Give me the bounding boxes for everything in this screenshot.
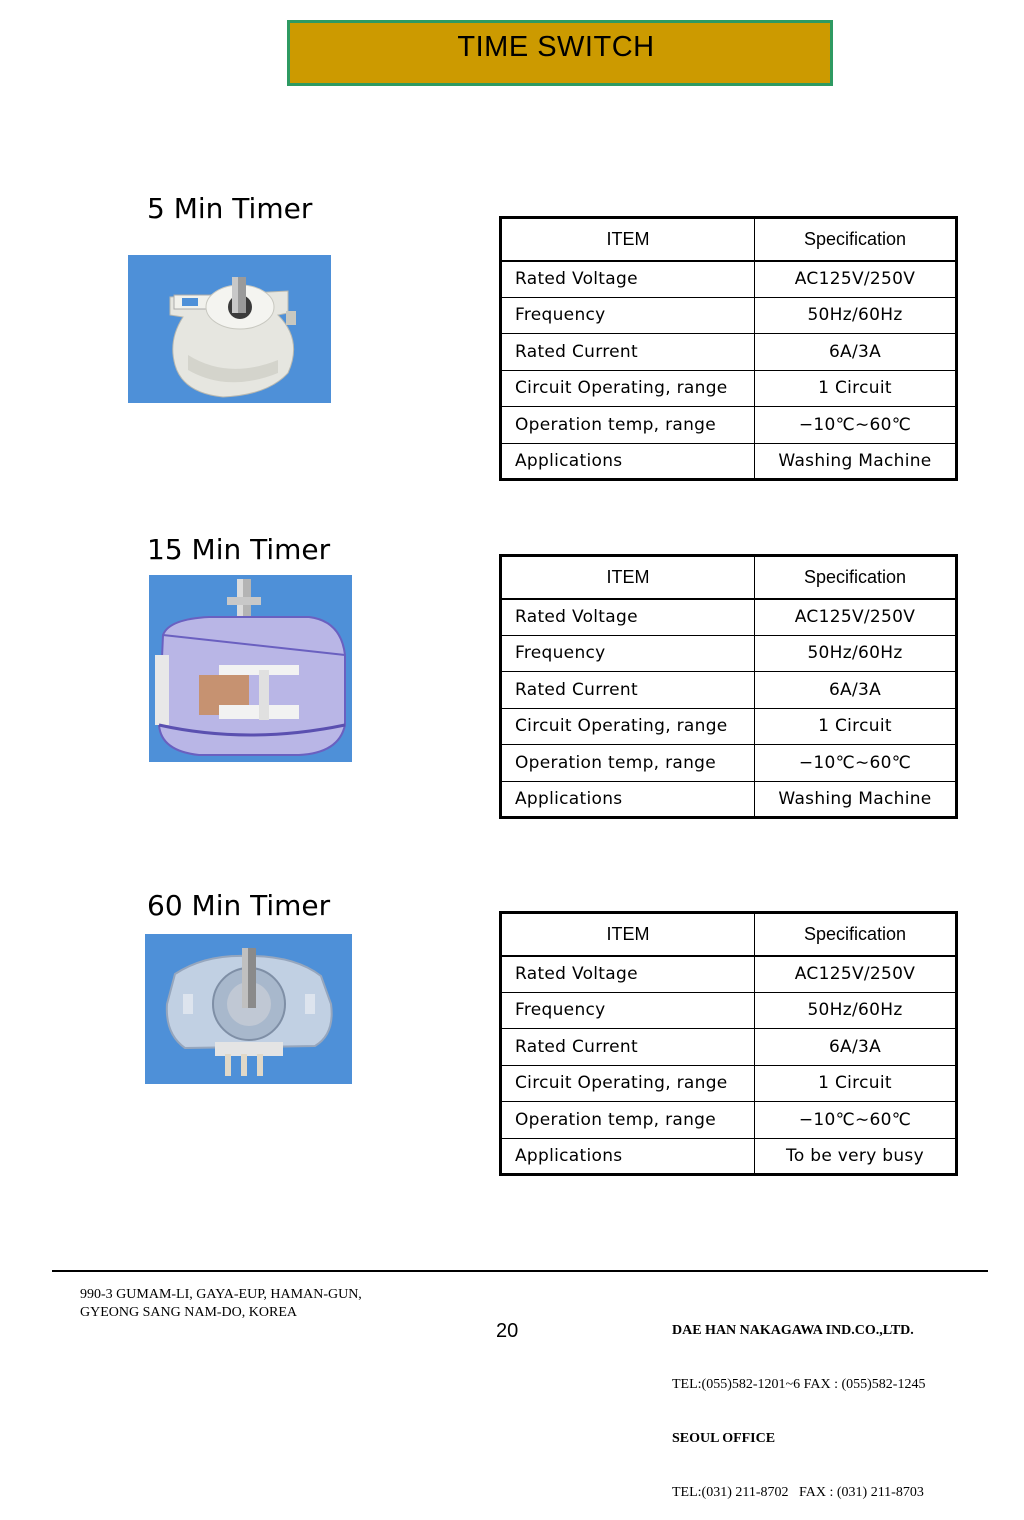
row-item: Frequency [501,635,755,672]
row-item: Applications [501,443,755,480]
row-item: Circuit Operating, range [501,370,755,407]
table-row [501,745,957,782]
section-title-15-min: 15 Min Timer [147,533,331,566]
row-value: 50Hz/60Hz [755,635,957,672]
page-number: 20 [496,1320,519,1342]
table-row [501,1065,957,1102]
table-row [501,992,957,1029]
row-item: Rated Voltage [501,261,755,298]
company-tel-fax: TEL:(055)582-1201~6 FAX : (055)582-1245 [672,1377,926,1392]
row-item: Circuit Operating, range [501,1065,755,1102]
row-value: 50Hz/60Hz [755,992,957,1029]
table-row [501,1029,957,1066]
row-item: Operation temp, range [501,745,755,782]
table-row [501,443,957,480]
table-row [501,1138,957,1175]
spec-table-15-min [499,554,958,819]
table-row [501,672,957,709]
row-item: Rated Voltage [501,956,755,993]
row-item: Rated Current [501,334,755,371]
company-name: DAE HAN NAKAGAWA IND.CO.,LTD. [672,1323,914,1338]
row-value: 6A/3A [755,672,957,709]
row-value: −10℃∼60℃ [755,407,957,444]
row-item: Rated Current [501,1029,755,1066]
table-header-row [501,913,957,956]
row-value: AC125V/250V [755,599,957,636]
seoul-tel-fax: TEL:(031) 211-8702 FAX : (031) 211-8703 [672,1485,924,1500]
header-specification: Specification [755,218,957,261]
5-min-timer-photo [128,255,331,403]
header-specification: Specification [755,556,957,599]
row-item: Applications [501,1138,755,1175]
row-item: Frequency [501,992,755,1029]
row-item: Operation temp, range [501,407,755,444]
title-banner [287,20,833,86]
table-row [501,781,957,818]
row-value: −10℃∼60℃ [755,745,957,782]
table-row [501,334,957,371]
table-row [501,261,957,298]
table-row [501,370,957,407]
spec-table-5-min [499,216,958,481]
section-title-60-min: 60 Min Timer [147,889,331,922]
row-item: Operation temp, range [501,1102,755,1139]
header-item: ITEM [501,218,755,261]
table-row [501,635,957,672]
table-header-row [501,556,957,599]
header-specification: Specification [755,913,957,956]
row-item: Applications [501,781,755,818]
row-value: 1 Circuit [755,370,957,407]
row-value: AC125V/250V [755,956,957,993]
60-min-timer-photo [145,934,352,1084]
table-row [501,708,957,745]
address-line-2: GYEONG SANG NAM-DO, KOREA [80,1305,297,1320]
table-row [501,599,957,636]
footer-divider [52,1270,988,1272]
seoul-office-label: SEOUL OFFICE [672,1431,776,1446]
row-value: 1 Circuit [755,1065,957,1102]
address-line-1: 990-3 GUMAM-LI, GAYA-EUP, HAMAN-GUN, [80,1287,362,1302]
row-item: Frequency [501,297,755,334]
row-value: To be very busy [755,1138,957,1175]
table-header-row [501,218,957,261]
section-title-5-min: 5 Min Timer [147,192,313,225]
row-value: 6A/3A [755,334,957,371]
header-item: ITEM [501,913,755,956]
spec-table-60-min [499,911,958,1176]
row-value: −10℃∼60℃ [755,1102,957,1139]
table-row [501,1102,957,1139]
row-item: Rated Voltage [501,599,755,636]
row-value: 1 Circuit [755,708,957,745]
footer-address [80,1286,362,1322]
page-title: TIME SWITCH [457,30,655,63]
row-item: Circuit Operating, range [501,708,755,745]
table-row [501,956,957,993]
footer-company-info [672,1286,925,1520]
table-row [501,297,957,334]
row-value: 50Hz/60Hz [755,297,957,334]
15-min-timer-photo [149,575,352,762]
row-value: AC125V/250V [755,261,957,298]
table-row [501,407,957,444]
row-value: 6A/3A [755,1029,957,1066]
row-value: Washing Machine [755,443,957,480]
row-item: Rated Current [501,672,755,709]
header-item: ITEM [501,556,755,599]
row-value: Washing Machine [755,781,957,818]
